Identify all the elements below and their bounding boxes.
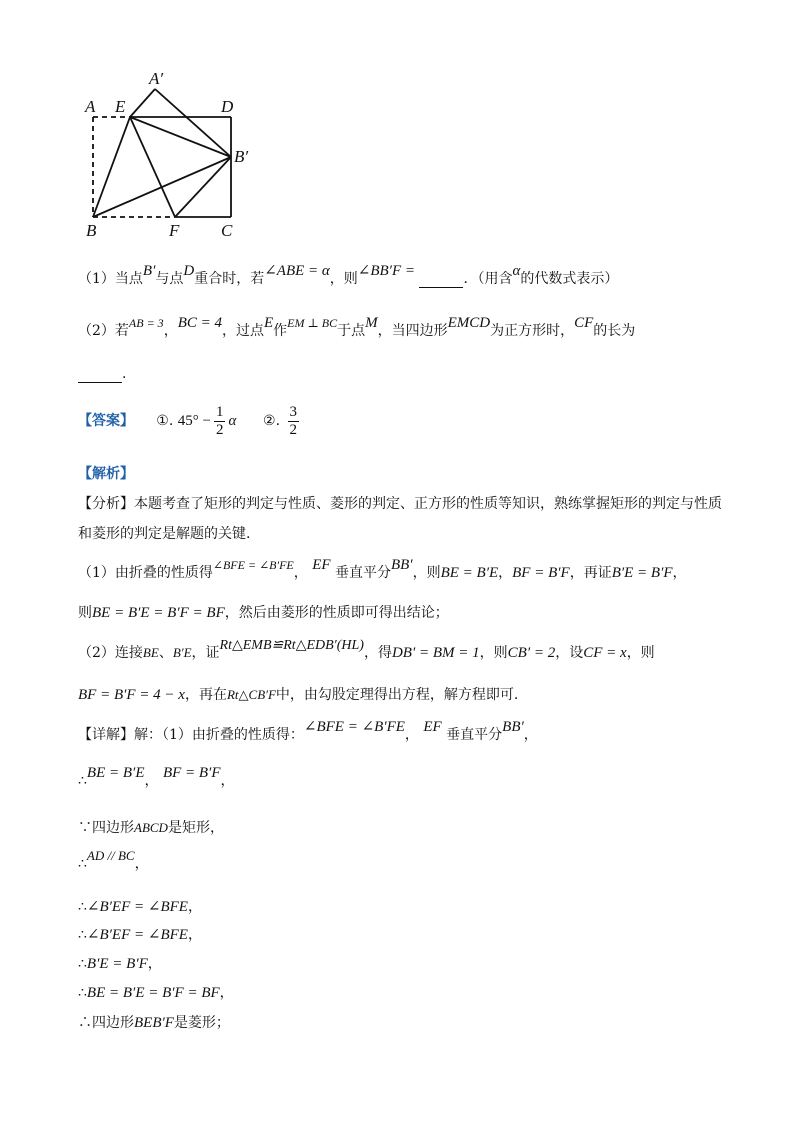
label-B: B (86, 221, 97, 240)
analysis-line-1: 【分析】本题考查了矩形的判定与性质、菱形的判定、正方形的性质等知识，熟练掌握矩形的判定与性质 (78, 496, 722, 512)
detail-line-1: 【详解】解：（1）由折叠的性质得：∠BFE = ∠B′FE， EF 垂直平分BB′， (78, 719, 538, 743)
analysis-line-6: BF = B′F = 4 − x，再在Rt△CB′F中，由勾股定理得出方程，解方程即可. (78, 687, 519, 703)
answer-label: 【答案】 (78, 413, 134, 429)
answer-blank (419, 273, 463, 288)
geometry-figure (75, 65, 275, 245)
analysis-line-5: （2）连接BE、B′E，证Rt△EMB≌Rt△EDB′(HL)，得DB′ = BM = 1，则CB′ = 2，设CF = x，则 (78, 638, 655, 661)
label-D: D (221, 97, 234, 116)
detail-line-3: ∵四边形ABCD是矩形， (78, 820, 224, 836)
question-2: （2）若AB = 3，BC = 4，过点E作EM ⊥ BC于点M，当四边形EMCD为正方形时，CF的长为 (78, 315, 636, 339)
segment-FBprime (175, 157, 231, 217)
label-F: F (169, 221, 180, 240)
segment-EAprime (130, 89, 155, 117)
detail-line-9: ∴四边形BEB′F是菱形； (78, 1015, 230, 1031)
analysis-line-4: 则BE = B′E = B′F = BF，然后由菱形的性质即可得出结论； (78, 605, 449, 621)
segment-EB (93, 117, 130, 217)
label-C: C (221, 221, 233, 240)
analysis-line-2: 和菱形的判定是解题的关键. (78, 526, 251, 542)
question-1: （1）当点B′与点D重合时，若∠ABE = α，则∠BB′F = ．（用含α的代数式表示） (78, 263, 619, 287)
label-A: A (85, 97, 96, 116)
analysis-heading: 【解析】 (78, 466, 134, 482)
detail-line-5: ∴∠B′EF = ∠BFE， (78, 899, 202, 915)
label-Aprime: A′ (149, 69, 164, 88)
question-2-blank: . (78, 366, 126, 383)
segment-BBprime (93, 157, 231, 217)
detail-line-2: ∴BE = B′E， BF = B′F， (78, 765, 235, 789)
detail-line-8: ∴BE = B′E = B′F = BF， (78, 985, 234, 1001)
label-E: E (115, 97, 126, 116)
detail-line-6: ∴∠B′EF = ∠BFE， (78, 927, 202, 943)
detail-line-7: ∴B′E = B′F， (78, 956, 162, 972)
label-Bprime: B′ (234, 147, 249, 166)
analysis-line-3: （1）由折叠的性质得∠BFE = ∠B′FE， EF 垂直平分BB′，则BE = B′E，BF = B′F，再证B′E = B′F， (78, 557, 687, 581)
detail-line-4: ∴AD // BC， (78, 848, 149, 872)
segment-AprimeBprime (155, 89, 231, 157)
answer-line: 【答案】 ①. 45° − $\frac{1}{2}$ α ②. $\frac{3}{2}$ (78, 404, 297, 438)
